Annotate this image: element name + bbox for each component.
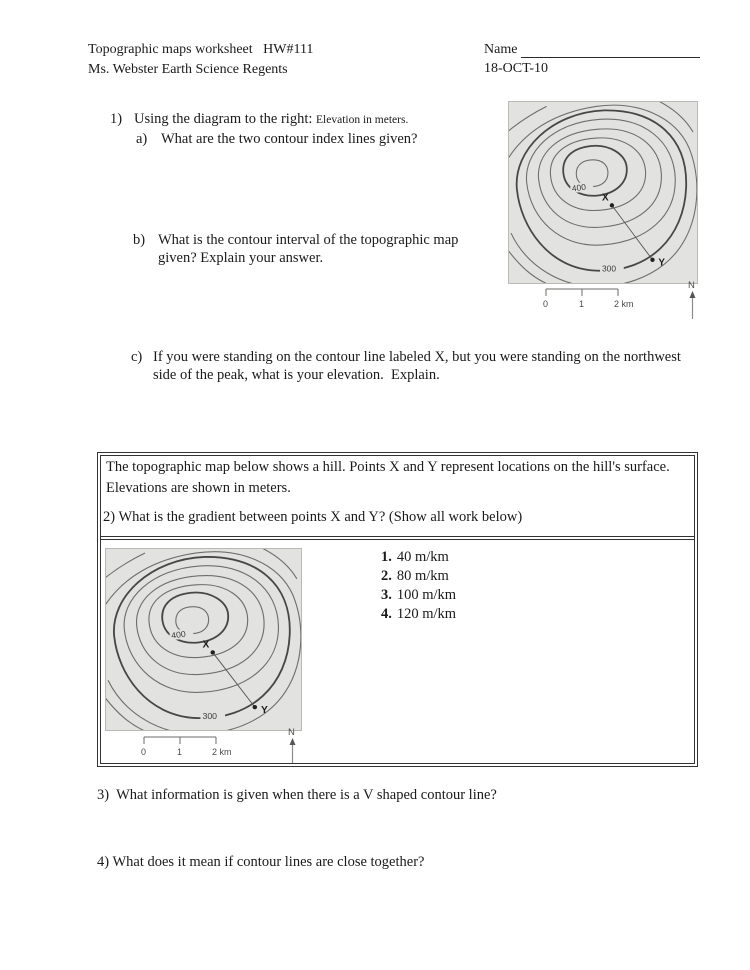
contour-index-line-300 [114, 557, 290, 718]
choice-1-number: 1. [381, 549, 392, 565]
north-label: N [688, 280, 695, 291]
q1-number: 1) [110, 111, 123, 127]
x-to-y-line [213, 652, 255, 707]
contour-line-3 [149, 585, 248, 658]
contour-line-corner-bl [509, 249, 549, 283]
answer-choice-1 [381, 549, 449, 566]
contour-line-corner-tl [106, 553, 145, 579]
question2-box [97, 452, 698, 767]
q1c-number: c) [131, 349, 143, 365]
answer-choice-4 [381, 606, 456, 623]
q1-prompt-text: Using the diagram to the right: [134, 111, 313, 127]
contour-line-4 [137, 576, 265, 675]
scale-label-2km: 2 km [614, 299, 634, 309]
contour-map-drawing-2 [106, 549, 301, 730]
contour-line-corner-tl [509, 106, 547, 132]
choice-4-number: 4. [381, 606, 392, 622]
contour-label-300: 300 [202, 711, 218, 722]
q1-prompt-note: Elevation in meters. [316, 114, 409, 126]
scale-label-1: 1 [579, 299, 585, 309]
q2-prompt: 2) What is the gradient between points X and Y? (Show all work below) [103, 509, 523, 525]
topographic-map-figure-2 [105, 548, 302, 731]
scale-label-0: 0 [543, 299, 549, 309]
choice-2-text: 80 m/km [396, 568, 449, 584]
point-y-label: Y [658, 257, 666, 269]
topographic-map-figure-1 [508, 101, 698, 284]
q1a-text: What are the two contour index lines given? [161, 131, 418, 147]
map-scale-bar-2 [138, 730, 238, 760]
q1b-text-line2: given? Explain your answer. [158, 250, 324, 266]
q1a-number: a) [136, 131, 148, 147]
point-x-label: X [202, 639, 210, 651]
x-to-y-line [612, 205, 653, 259]
contour-label-300: 300 [602, 263, 617, 274]
q2-intro-line2: Elevations are shown in meters. [106, 480, 291, 496]
answer-choice-3 [381, 587, 456, 604]
point-y-dot [650, 258, 654, 262]
scale-label-0: 0 [141, 747, 147, 757]
north-arrow-2 [284, 725, 302, 765]
contour-label-400: 400 [571, 181, 587, 194]
box-section-divider [101, 536, 694, 540]
north-arrowhead [690, 291, 696, 298]
name-label: Name [484, 42, 518, 57]
scale-label-2km: 2 km [212, 747, 232, 757]
q4-text: 4) What does it mean if contour lines are close together? [97, 854, 425, 870]
contour-line-3 [550, 138, 645, 211]
answer-choice-2 [381, 568, 449, 585]
choice-1-text: 40 m/km [396, 549, 449, 565]
q1b-number: b) [133, 232, 146, 248]
q1c-text-line1: If you were standing on the contour line labeled X, but you were standing on the northwest [153, 349, 681, 365]
point-x-label: X [602, 192, 609, 204]
worksheet-title: Topographic maps worksheet HW#111 [88, 42, 314, 57]
contour-label-400: 400 [170, 628, 187, 641]
contour-map-drawing-1 [509, 102, 697, 283]
date-text: 18-OCT-10 [484, 61, 549, 76]
name-blank-line [521, 42, 700, 58]
point-x-dot [210, 650, 215, 654]
scale-label-1: 1 [177, 747, 183, 757]
contour-line-corner-bl [106, 696, 147, 730]
point-y-dot [253, 705, 258, 709]
point-y-label: Y [260, 705, 268, 717]
worksheet-subtitle: Ms. Webster Earth Science Regents [88, 62, 288, 77]
q1c-text-line2: side of the peak, what is your elevation. Explain. [153, 367, 440, 383]
point-x-dot [610, 203, 614, 207]
north-arrowhead [290, 738, 296, 745]
choice-4-text: 120 m/km [396, 606, 457, 622]
q1b-text-line1: What is the contour interval of the topographic map [158, 232, 459, 248]
q1-prompt [134, 110, 408, 129]
choice-2-number: 2. [381, 568, 392, 584]
north-label: N [288, 727, 295, 738]
contour-index-line-300 [517, 110, 687, 270]
choice-3-number: 3. [381, 587, 392, 603]
map-scale-bar-1 [540, 282, 640, 312]
q3-text: 3) What information is given when there is a V shaped contour line? [97, 787, 497, 803]
q2-intro-line1: The topographic map below shows a hill. Points X and Y represent locations on the hill's surface. [106, 459, 670, 475]
north-arrow-1 [684, 278, 702, 322]
contour-line-4 [538, 129, 661, 228]
choice-3-text: 100 m/km [396, 587, 457, 603]
